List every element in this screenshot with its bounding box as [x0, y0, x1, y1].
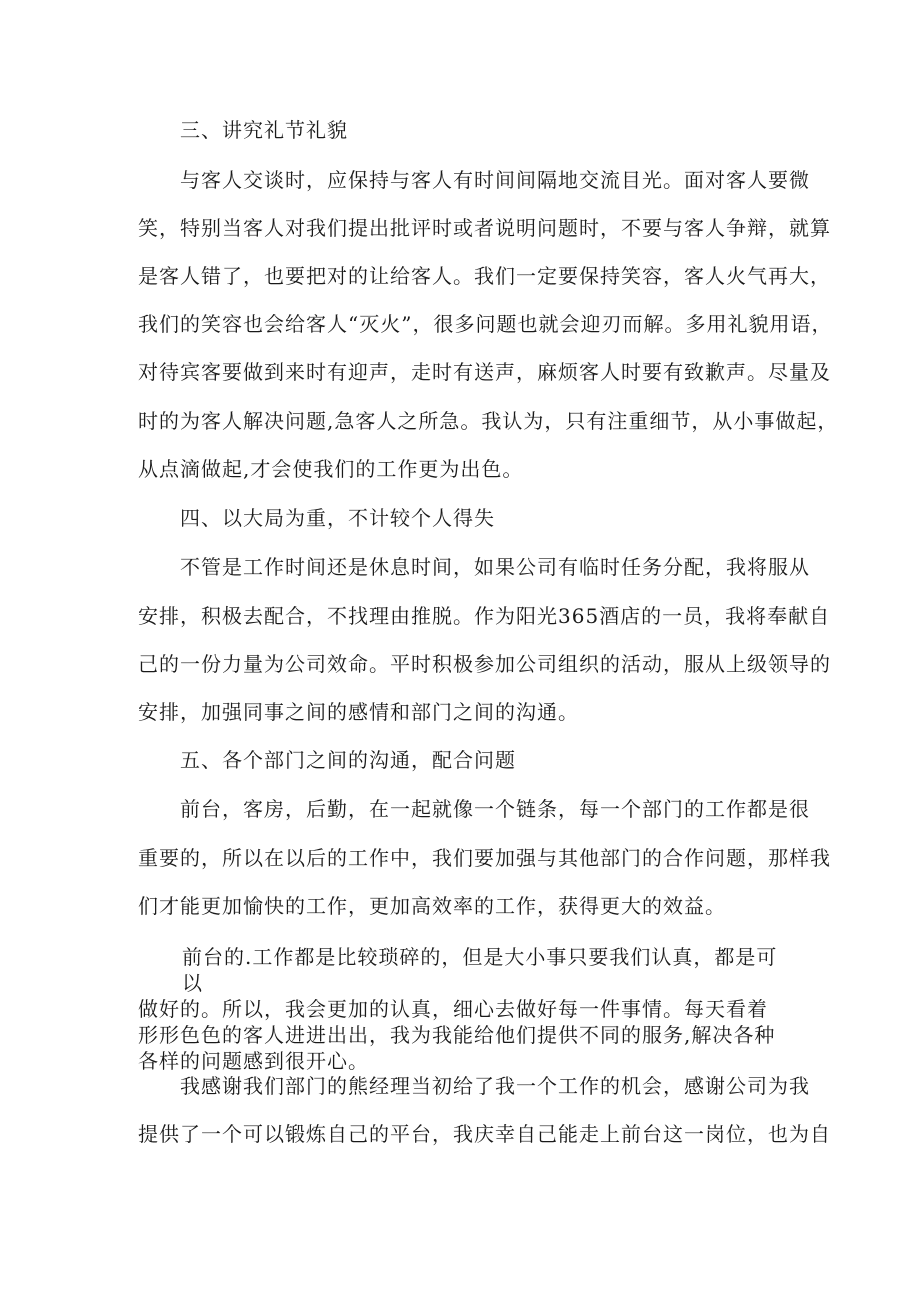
- paragraph-line: 我感谢我们部门的熊经理当初给了我一个工作的机会，感谢公司为我: [180, 1074, 810, 1098]
- heading-big-picture: 四、以大局为重，不计较个人得失: [180, 506, 495, 530]
- paragraph-line: 我们的笑容也会给客人“灭火”，很多问题也就会迎刃而解。多用礼貌用语，: [138, 312, 833, 336]
- paragraph-line: 己的一份力量为公司效命。平时积极参加公司组织的活动，服从上级领导的: [138, 652, 831, 676]
- paragraph-line: 提供了一个可以锻炼自己的平台，我庆幸自己能走上前台这一岗位，也为自: [138, 1122, 831, 1146]
- paragraph-line: 是客人错了，也要把对的让给客人。我们一定要保持笑容，客人火气再大，: [138, 264, 831, 288]
- paragraph-line: 前台，客房，后勤，在一起就像一个链条，每一个部门的工作都是很: [180, 797, 810, 821]
- paragraph-line: 不管是工作时间还是休息时间，如果公司有临时任务分配，我将服从: [180, 555, 810, 579]
- paragraph-line: 安排，积极去配合，不找理由推脱。作为阳光365酒店的一员，我将奉献自: [138, 604, 831, 628]
- paragraph-line: 与客人交谈时，应保持与客人有时间间隔地交流目光。面对客人要微: [180, 168, 810, 192]
- paragraph-line: 对待宾客要做到来时有迎声，走时有送声，麻烦客人时要有致歉声。尽量及: [138, 360, 831, 384]
- heading-courtesy: 三、讲究礼节礼貌: [180, 118, 348, 142]
- paragraph-body: 做好的。所以，我会更加的认真，细心去做好每一件事情。每天看着形形色色的客人进进出出，我为我能给他们提供不同的服务,解决各种各样的问题感到很开心。: [138, 997, 776, 1073]
- paragraph-line: 笑，特别当客人对我们提出批评时或者说明问题时，不要与客人争辩，就算: [138, 216, 831, 240]
- front-desk-paragraph: [138, 944, 778, 1074]
- paragraph-line: 时的为客人解决问题,急客人之所急。我认为，只有注重细节，从小事做起，: [138, 409, 839, 433]
- paragraph-line: 从点滴做起,才会使我们的工作更为出色。: [138, 457, 524, 481]
- paragraph-line: 重要的，所以在以后的工作中，我们要加强与其他部门的合作问题，那样我: [138, 846, 831, 870]
- paragraph-first-line: 前台的.工作都是比较琐碎的，但是大小事只要我们认真，都是可以: [182, 945, 778, 995]
- paragraph-line: 们才能更加愉快的工作，更加高效率的工作，获得更大的效益。: [138, 894, 726, 918]
- paragraph-line: 安排，加强同事之间的感情和部门之间的沟通。: [138, 700, 579, 724]
- heading-communication: 五、各个部门之间的沟通，配合问题: [180, 748, 516, 772]
